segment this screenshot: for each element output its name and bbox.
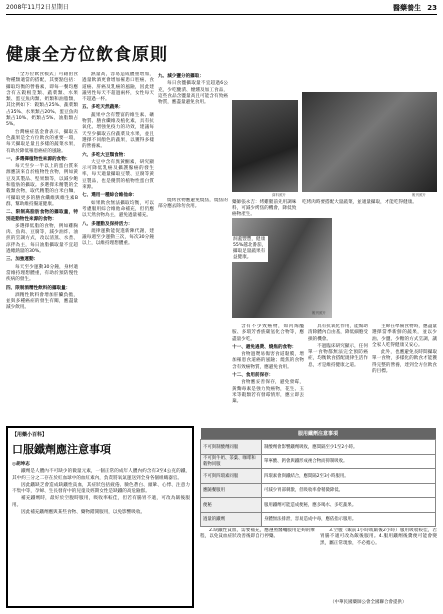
- paragraph: 因此補充鐵劑應與某些食物、藥物錯開服用，以免影響吸收。: [21, 510, 146, 516]
- box-body: [12, 460, 190, 517]
- paragraph: 食物應妥善保存，避免發霉，黃麴毒素是強力致癌物，花生、玉米等穀類若有發霉情形，應立即丟棄。: [232, 380, 304, 405]
- paragraph: 每天至少一半以上的蛋白質來源應該來自於植物性食物，例如黃豆及其製品、堅果類等，以減少飽和脂肪的攝取。多選擇未精製的全穀類食物，取代精製的白米白麵，可攝取更多的膳食纖維與維生素B群，幫助維持腸道健康。: [6, 164, 78, 207]
- photo-credit: 報刊照片: [412, 193, 426, 197]
- paragraph: 具有抗氧化作用，能幫助清除體內自由基，降低細胞受損的機會。: [308, 324, 368, 342]
- source-credit: （中華民國藥師公會全國聯合會提供）: [330, 600, 407, 605]
- paragraph: 規律運動能促進新陳代謝，建議每週至少運動三次，每次30分鐘以上，以維持理想體重。: [82, 228, 154, 247]
- paragraph: 每日食鹽攝取量不宜超過6公克，少吃醃漬、煙燻及加工食品，這些食品含鹽量高且可能含有致癌物質，應盡量避免食用。: [158, 81, 228, 106]
- paragraph: 如果飲食無法攝取均衡，可以考慮服用綜合維他命補充，但仍應以天然食物為主，避免過量補充。: [82, 200, 154, 219]
- paragraph: 食物過燙易傷害食道黏膜，增加罹患食道癌的風險；燒焦的食物含有致癌物質，應避免食用。: [232, 352, 304, 370]
- paragraph: 補充鐵劑時，最好於空腹時服用，吸收率較佳，但若有腸胃不適，可改為飯後服用。: [12, 496, 190, 508]
- subheading: 十一、避免過燙、燒焦的食物：: [232, 344, 297, 350]
- photo-woman-salad: [232, 218, 332, 318]
- subheading: 五、多吃天然蔬果：: [82, 105, 124, 111]
- paragraph: 「全方位飲食模式」可藉由食物種類適當的搭配，其要點包括：攝取均衡的營養素，即每一餐均應含有五穀根莖類、蔬菜類、水果類、蛋豆魚肉類、奶類和油脂類，其比例如下：穀類占25%、蔬菜類占35%、水果類占20%、蛋豆魚肉類占10%、奶類占5%、油脂類占5%。: [6, 72, 78, 128]
- table-header: 服用鐵劑注意事項: [201, 428, 436, 440]
- article-column-3-lower: [158, 198, 228, 408]
- subheading: 六、多吃大豆類食物：: [82, 152, 128, 158]
- photo-credit: 資料照片: [272, 193, 286, 197]
- page-number: 23: [427, 4, 437, 12]
- article-column-5: [308, 324, 368, 416]
- paragraph: 鐵劑是人體內不可缺少的微量元素，一個正常的成年人體內約含有3至4公克的鐵，其中約三分之二存在於紅血球中的血紅素內，負責將氧氣運送到全身各個組織器官。: [12, 469, 190, 481]
- table-row: 不可與四環素同服 四環素會與鐵結合，應間隔2至3小時服用。: [201, 469, 436, 484]
- paragraph: 多選擇低脂的食物，例如雞胸肉、魚肉、豆腐等，減少油炸、油煎的烹調方式，改以清蒸、水煮、涼拌為主，每日油脂攝取量不宜超過總熱量的30%。: [6, 223, 78, 255]
- paragraph: 主婦在準備食物時，應盡量選擇當季新鮮的蔬果，並以少油、少鹽、少糖的方式烹調，讓全家人吃得健康又安心。: [372, 324, 437, 348]
- section-name: 醫藥養生: [393, 4, 421, 12]
- paragraph: 此外，也應避免長時間攝取單一食物，多樣化的飲食才能獲得完整的營養，達到全方位飲食的目標。: [372, 350, 437, 375]
- table-row: 過量的鐵劑 身體無法排泄，容易造成中毒，應依指示服用。: [201, 512, 436, 527]
- paragraph: 酒精性飲料會增加肝臟負擔，並與多種癌症的發生有關，應盡量減少飲用。: [6, 292, 78, 311]
- photo-bbq-people: [302, 92, 437, 192]
- photo-caption: 藥師張永吉：烤雞腿前先用調味料，可減少烤焦的機會，降低致癌物產生。: [232, 200, 297, 217]
- table-footnote-1: [200, 528, 315, 604]
- sidebar-box-iron: [6, 426, 194, 608]
- paragraph: 2.缺鐵性貧血，需要補充，應遵照醫囑服用足夠的療程，以免貧血症狀改善後即自行停藥。: [200, 528, 315, 540]
- photo-credit: 報刊照片: [312, 311, 326, 315]
- subheading: 一、多選擇植物性來源的食物：: [6, 156, 71, 162]
- article-column-2: [82, 72, 154, 422]
- header-rule: [6, 14, 437, 15]
- box-title: 口服鐵劑應注意事項: [12, 443, 111, 456]
- box-author: ◎胡坤志: [12, 462, 30, 467]
- subheading: 八、多運動及保持活力：: [82, 221, 133, 227]
- article-title: 健康全方位飲食原則: [6, 45, 168, 65]
- article-column-1: [6, 72, 78, 422]
- photo-caption: 吃烤肉時要搭配大量蔬菜，並適量攝取，才能吃得健康。: [302, 200, 417, 205]
- box-tag: 【用藥小百科】: [12, 432, 48, 438]
- paragraph: 熱量高，容易造成體重增加，過量飲酒更會增加罹患口腔癌、食道癌、肝癌及乳癌的風險，因此建議男性每天不超過兩杯，女性每天不超過一杯。: [82, 72, 154, 103]
- photo-caption: 洞蓋豐豐，健康55%越北番茄，攝取足量蔬果有益健康。: [233, 237, 267, 260]
- table-row: 不可與牛奶、茶葉、咖啡和穀物同服 單寧酸、鈣會與鐵形成複合物而抑制吸收。: [201, 454, 436, 469]
- paragraph: 含有不少致癌物，如丙烯醯胺、多環芳香族碳氫化合物等，應盡量少吃。: [232, 324, 304, 342]
- paragraph: 蔬果中含有豐富的維生素、礦物質、膳食纖維及植化素，具有抗氧化、增強免疫力的功效，建議每天至少攝取五份蔬菜及水果，並且選擇不同顏色的蔬果，以獲得多樣的營養素。: [82, 112, 154, 150]
- table-footnote-2: [320, 528, 437, 596]
- article-column-6: [372, 324, 437, 416]
- subheading: 十二、食用前保存：: [232, 373, 274, 379]
- table-row: 應隨餐服用 可減少胃部刺激，但吸收率會稍微降低。: [201, 483, 436, 498]
- subheading: 三、加強運動：: [6, 257, 39, 263]
- subheading: 九、減少鹽分的攝取：: [158, 74, 204, 79]
- photo-grilled-food: [232, 100, 298, 192]
- paragraph: 台灣癌症基金會表示，攝取五色蔬果是全方位飲食的重要一環，每天攝取足量且多樣的蔬菜水果，有助於降低罹患癌症的風險。: [6, 129, 78, 154]
- article-column-4: [232, 324, 304, 416]
- paragraph: 不過臨床研究顯示，任何單一食物都無法完全預防癌症，均衡飲食搭配規律生活作息，才是維持健康之道。: [308, 343, 368, 368]
- paragraph: 大豆中含有異黃酮素，研究顯示可降低乳癌及攝護腺癌的發生率，每天適量攝取豆漿、豆腐等黃豆製品，也是優質的植物性蛋白質來源。: [82, 159, 154, 191]
- paragraph: 因此鐵缺乏會造成缺鐵性貧血，其症狀包括疲倦、臉色蒼白、頭暈、心悸、注意力不集中等，孕婦、生長發育中的兒童及經期女性是缺鐵的高危險群。: [12, 482, 190, 495]
- iron-table: [200, 428, 436, 527]
- page-header: [6, 3, 437, 13]
- article-column-3: [158, 72, 228, 192]
- table-row: 便秘 服用鐵劑可能造成便秘，應多喝水、多吃蔬果。: [201, 498, 436, 513]
- paragraph: 3.空腹（飯前1小時或飯後2小時）服用吸收較佳，若胃腸不適可改為飯後服用。4.服用鐵劑後糞便可能會變黑，屬正常現象，不必擔心。: [320, 528, 437, 546]
- subheading: 七、選用一種綜合維他命：: [82, 193, 138, 199]
- table-row: 不可與制酸劑同服 制酸劑會影響鐵劑吸收，應間隔至少1至2小時。: [201, 440, 436, 455]
- subheading: 二、限制高脂肪食物的攝取量，特別是動物性來源的食物：: [6, 210, 78, 222]
- issue-date: 2008年11月2日星期日: [6, 4, 69, 11]
- subheading: 四、限制酒精性飲料的攝取量：: [6, 285, 71, 291]
- paragraph: 每天至少運動30分鐘，身材適當維持理想體重，有助於預防慢性疾病的發生。: [6, 264, 78, 283]
- paragraph: 燒烤食物應避免燒焦，燒焦的部分應去除勿食用。: [158, 198, 228, 210]
